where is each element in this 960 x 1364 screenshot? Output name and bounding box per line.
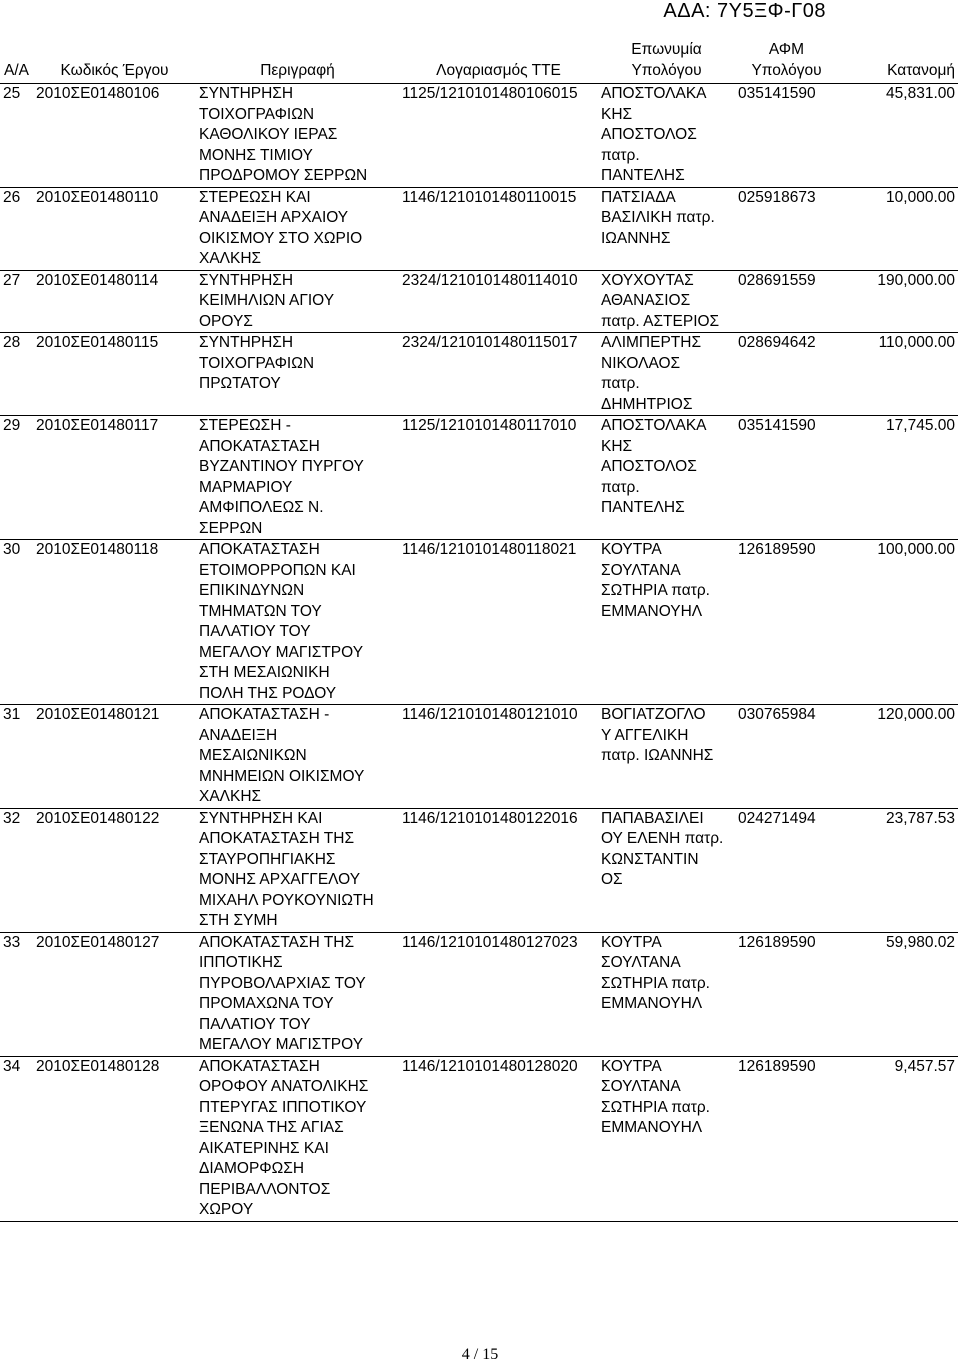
cell-account: 1146/1210101480122016 [402, 809, 578, 827]
cell-code: 2010ΣΕ01480118 [36, 541, 159, 558]
cell-account: 1125/1210101480106015 [402, 85, 578, 102]
table-row [0, 270, 958, 333]
cell-name: ΚΟΥΤΡΑ ΣΟΥΛΤΑΝΑ ΣΩΤΗΡΙΑ πατρ. ΕΜΜΑΝΟΥΗΛ [601, 933, 710, 1012]
cell-name: ΧΟΥΧΟΥΤΑΣ ΑΘΑΝΑΣΙΟΣ πατρ. ΑΣΤΕΡΙΟΣ [601, 271, 720, 330]
cell-name: ΑΠΟΣΤΟΛΑΚΑ ΚΗΣ ΑΠΟΣΤΟΛΟΣ πατρ. ΠΑΝΤΕΛΗΣ [601, 85, 707, 184]
cell-amount: 23,787.53 [886, 809, 955, 827]
cell-aa: 33 [3, 933, 21, 951]
cell-description: ΣΥΝΤΗΡΗΣΗ ΚΑΙ ΑΠΟΚΑΤΑΣΤΑΣΗ ΤΗΣ ΣΤΑΥΡΟΠΗΓΙΑΚΗΣ ΜΟΝΗΣ ΑΡΧΑΓΓΕΛΟΥ ΜΙΧΑΗΛ ΡΟΥΚΟΥΝΙΩΤΗ ΣΤΗ ΣΥΜΗ [199, 809, 374, 929]
cell-name: ΑΠΟΣΤΟΛΑΚΑ ΚΗΣ ΑΠΟΣΤΟΛΟΣ πατρ. ΠΑΝΤΕΛΗΣ [601, 417, 707, 516]
cell-description: ΣΥΝΤΗΡΗΣΗ ΚΕΙΜΗΛΙΩΝ ΑΓΙΟΥ ΟΡΟΥΣ [199, 271, 335, 330]
cell-description: ΑΠΟΚΑΤΑΣΤΑΣΗ ΤΗΣ ΙΠΠΟΤΙΚΗΣ ΠΥΡΟΒΟΛΑΡΧΙΑΣ ΤΟΥ ΠΡΟΜΑΧΩΝΑ ΤΟΥ ΠΑΛΑΤΙΟΥ ΤΟΥ ΜΕΓΑΛΟΥ ΜΑΓΙΣΤΡΟΥ [199, 933, 366, 1053]
cell-afm: 035141590 [738, 417, 816, 434]
cell-aa: 34 [3, 1057, 21, 1075]
ada-code: ΑΔΑ: 7Υ5ΞΦ-Γ08 [663, 0, 826, 22]
cell-afm: 024271494 [738, 809, 816, 827]
cell-afm: 126189590 [738, 933, 816, 951]
cell-name: ΑΛΙΜΠΕΡΤΗΣ ΝΙΚΟΛΑΟΣ πατρ. ΔΗΜΗΤΡΙΟΣ [601, 334, 702, 413]
cell-amount: 10,000.00 [886, 188, 955, 206]
cell-amount: 120,000.00 [877, 706, 955, 723]
cell-description: ΣΥΝΤΗΡΗΣΗ ΤΟΙΧΟΓΡΑΦΙΩΝ ΚΑΘΟΛΙΚΟΥ ΙΕΡΑΣ ΜΟΝΗΣ ΤΙΜΙΟΥ ΠΡΟΔΡΟΜΟΥ ΣΕΡΡΩΝ [199, 85, 368, 184]
cell-aa: 28 [3, 334, 21, 351]
cell-code: 2010ΣΕ01480115 [36, 334, 159, 351]
col-header-afm: ΑΦΜ Υπολόγου [751, 41, 822, 79]
cell-description: ΑΠΟΚΑΤΑΣΤΑΣΗ - ΑΝΑΔΕΙΞΗ ΜΕΣΑΙΩΝΙΚΩΝ ΜΝΗΜΕΙΩΝ ΟΙΚΙΣΜΟΥ ΧΑΛΚΗΣ [199, 706, 365, 805]
table-row [0, 932, 958, 1056]
cell-afm: 035141590 [738, 85, 816, 102]
cell-aa: 31 [3, 706, 21, 723]
cell-account: 2324/1210101480114010 [402, 271, 578, 289]
cell-afm: 025918673 [738, 188, 816, 206]
cell-name: ΚΟΥΤΡΑ ΣΟΥΛΤΑΝΑ ΣΩΤΗΡΙΑ πατρ. ΕΜΜΑΝΟΥΗΛ [601, 1057, 710, 1136]
cell-account: 1146/1210101480110015 [402, 188, 577, 206]
table-row [0, 540, 958, 705]
cell-description: ΑΠΟΚΑΤΑΣΤΑΣΗ ΕΤΟΙΜΟΡΡΟΠΩΝ ΚΑΙ ΕΠΙΚΙΝΔΥΝΩΝ ΤΜΗΜΑΤΩΝ ΤΟΥ ΠΑΛΑΤΙΟΥ ΤΟΥ ΜΕΓΑΛΟΥ ΜΑΓΙΣΤΡΟΥ ΣΤΗ ΜΕΣΑΙΩΝΙΚΗ ΠΟΛΗ ΤΗΣ ΡΟΔΟΥ [199, 541, 364, 702]
cell-description: ΣΤΕΡΕΩΣΗ - ΑΠΟΚΑΤΑΣΤΑΣΗ ΒΥΖΑΝΤΙΝΟΥ ΠΥΡΓΟΥ ΜΑΡΜΑΡΙΟΥ ΑΜΦΙΠΟΛΕΩΣ Ν. ΣΕΡΡΩΝ [199, 417, 364, 537]
cell-code: 2010ΣΕ01480122 [36, 809, 160, 827]
cell-account: 1146/1210101480121010 [402, 706, 578, 723]
cell-code: 2010ΣΕ01480128 [36, 1057, 160, 1075]
cell-afm: 030765984 [738, 706, 816, 723]
col-header-name: Επωνυμία Υπολόγου [631, 41, 702, 79]
cell-afm: 028691559 [738, 271, 816, 289]
cell-name: ΚΟΥΤΡΑ ΣΟΥΛΤΑΝΑ ΣΩΤΗΡΙΑ πατρ. ΕΜΜΑΝΟΥΗΛ [601, 541, 710, 620]
cell-aa: 27 [3, 271, 21, 289]
cell-afm: 028694642 [738, 334, 816, 351]
cell-aa: 26 [3, 188, 21, 206]
col-header-account: Λογαριασμός ΤΤΕ [436, 61, 561, 79]
cell-aa: 32 [3, 809, 21, 827]
col-header-amount: Κατανομή [887, 61, 955, 79]
cell-code: 2010ΣΕ01480110 [36, 188, 159, 206]
cell-account: 1146/1210101480118021 [402, 541, 577, 558]
cell-afm: 126189590 [738, 541, 816, 558]
cell-account: 1146/1210101480128020 [402, 1057, 578, 1075]
cell-amount: 45,831.00 [886, 85, 955, 102]
cell-code: 2010ΣΕ01480121 [36, 706, 160, 723]
cell-code: 2010ΣΕ01480117 [36, 417, 159, 434]
cell-code: 2010ΣΕ01480114 [36, 271, 159, 289]
cell-account: 1146/1210101480127023 [402, 933, 578, 951]
table-row [0, 84, 958, 188]
cell-description: ΑΠΟΚΑΤΑΣΤΑΣΗ ΟΡΟΦΟΥ ΑΝΑΤΟΛΙΚΗΣ ΠΤΕΡΥΓΑΣ ΙΠΠΟΤΙΚΟΥ ΞΕΝΩΝΑ ΤΗΣ ΑΓΙΑΣ ΑΙΚΑΤΕΡΙΝΗΣ ΚΑΙ ΔΙΑΜΟΡΦΩΣΗ ΠΕΡΙΒΑΛΛΟΝΤΟΣ ΧΩΡΟΥ [199, 1057, 369, 1218]
cell-description: ΣΥΝΤΗΡΗΣΗ ΤΟΙΧΟΓΡΑΦΙΩΝ ΠΡΩΤΑΤΟΥ [199, 334, 315, 392]
table-header-row [0, 40, 958, 84]
cell-amount: 190,000.00 [877, 271, 955, 289]
col-header-code: Κωδικός Έργου [60, 61, 169, 79]
col-header-description: Περιγραφή [260, 61, 335, 79]
table-row [0, 187, 958, 270]
cell-amount: 9,457.57 [894, 1057, 955, 1075]
page-number: 4 / 15 [461, 1346, 499, 1363]
table-row [0, 808, 958, 932]
table-row [0, 333, 958, 416]
cell-account: 2324/1210101480115017 [402, 334, 578, 351]
table-row [0, 416, 958, 540]
cell-name: ΠΑΠΑΒΑΣΙΛΕΙ ΟΥ ΕΛΕΝΗ πατρ. ΚΩΝΣΤΑΝΤΙΝ ΟΣ [601, 809, 724, 888]
cell-name: ΠΑΤΣΙΑΔΑ ΒΑΣΙΛΙΚΗ πατρ. ΙΩΑΝΝΗΣ [601, 188, 715, 247]
cell-code: 2010ΣΕ01480127 [36, 933, 160, 951]
table-row [0, 1056, 958, 1221]
cell-name: ΒΟΓΙΑΤΖΟΓΛΟ Υ ΑΓΓΕΛΙΚΗ πατρ. ΙΩΑΝΝΗΣ [601, 706, 714, 764]
cell-amount: 110,000.00 [878, 334, 955, 351]
cell-aa: 30 [3, 541, 21, 558]
cell-description: ΣΤΕΡΕΩΣΗ ΚΑΙ ΑΝΑΔΕΙΞΗ ΑΡΧΑΙΟΥ ΟΙΚΙΣΜΟΥ ΣΤΟ ΧΩΡΙΟ ΧΑΛΚΗΣ [199, 188, 363, 267]
cell-account: 1125/1210101480117010 [402, 417, 577, 434]
cell-amount: 59,980.02 [886, 933, 955, 951]
table-row [0, 705, 958, 809]
cell-code: 2010ΣΕ01480106 [36, 85, 160, 102]
cell-amount: 100,000.00 [877, 541, 955, 558]
cell-aa: 29 [3, 417, 21, 434]
col-header-aa: Α/Α [4, 61, 29, 79]
cell-amount: 17,745.00 [886, 417, 955, 434]
cell-afm: 126189590 [738, 1057, 816, 1075]
projects-table [0, 40, 958, 1222]
cell-aa: 25 [3, 85, 21, 102]
